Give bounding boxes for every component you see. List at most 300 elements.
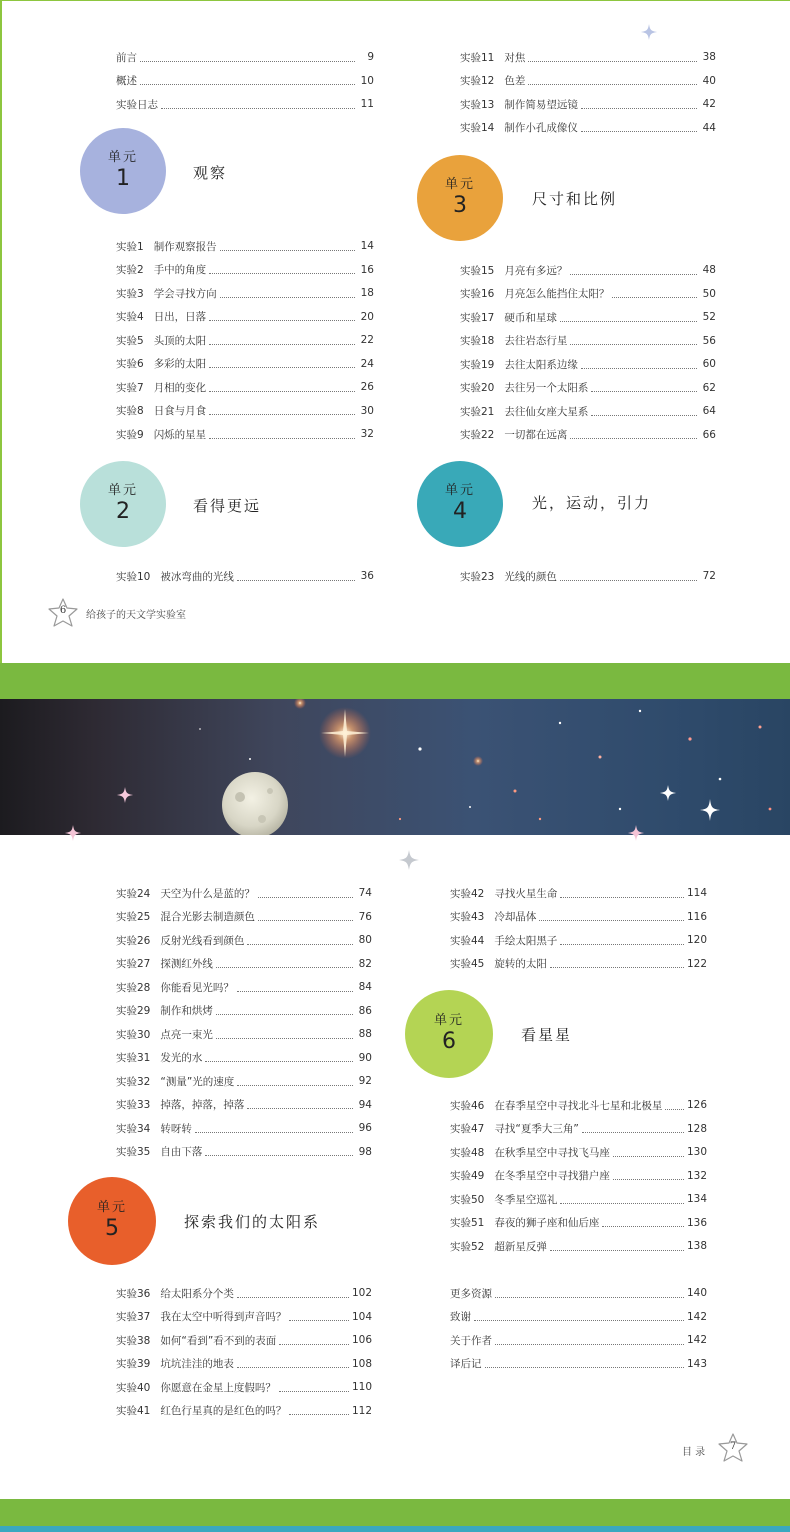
toc-entry[interactable]	[460, 355, 716, 373]
dot-leader	[289, 1414, 349, 1415]
entry-page-number: 138	[686, 1240, 707, 1252]
entry-label: 实验4	[116, 311, 144, 323]
toc-entry[interactable]	[116, 95, 374, 113]
entry-title: 给太阳系分个类	[160, 1287, 234, 1300]
dot-leader	[140, 84, 355, 85]
entry-label: 实验18	[460, 335, 495, 347]
entry-title: 自由下落	[160, 1146, 203, 1158]
entry-page-number: 64	[702, 405, 716, 417]
entry-label: 实验28	[116, 981, 151, 994]
entry-page-number: 42	[702, 98, 716, 110]
dot-leader	[560, 321, 697, 322]
entry-page-number: 74	[358, 887, 372, 899]
dot-leader	[237, 1367, 349, 1368]
dot-leader	[220, 250, 355, 251]
entry-title: 一切都在远离	[504, 429, 568, 441]
entry-label: 实验37	[116, 1311, 151, 1323]
dot-leader	[495, 1297, 684, 1298]
unit-label: 单元	[107, 150, 138, 165]
dot-leader	[247, 944, 353, 945]
entry-label: 实验10	[116, 570, 151, 583]
entry-title: 你愿意在金星上度假吗？	[160, 1381, 276, 1394]
unit-label: 单元	[433, 1013, 464, 1028]
entry-title: 手绘太阳黑子	[494, 934, 558, 947]
entry-label: 实验40	[116, 1381, 151, 1394]
toc-entry[interactable]	[116, 1002, 372, 1020]
sparkle-icon	[641, 24, 657, 40]
entry-title: 去往岩态行星	[504, 335, 568, 347]
entry-title: 月相的变化	[153, 381, 207, 394]
entry-label: 实验3	[116, 287, 144, 300]
entry-page-number: 98	[358, 1145, 372, 1158]
page-number: 7	[729, 1441, 737, 1452]
dot-leader	[602, 1226, 684, 1227]
green-divider	[0, 663, 790, 699]
entry-label: 实验12	[460, 75, 495, 87]
dot-leader	[591, 391, 697, 392]
entry-title: 对焦	[504, 51, 526, 64]
toc-entry[interactable]	[116, 1331, 372, 1349]
dot-leader	[216, 1014, 353, 1015]
entry-page-number: 102	[351, 1287, 372, 1299]
entry-label: 实验45	[450, 958, 485, 970]
sparkle-icon	[65, 825, 81, 841]
toc-entry[interactable]	[116, 378, 374, 396]
toc-entry[interactable]	[450, 1284, 707, 1302]
toc-entry[interactable]	[450, 1355, 707, 1373]
dot-leader	[665, 1109, 684, 1110]
entry-page-number: 82	[358, 957, 372, 970]
dot-leader	[279, 1344, 349, 1345]
entry-page-number: 24	[360, 357, 374, 370]
toc-entry[interactable]	[116, 1096, 372, 1114]
sparkle-icon	[628, 825, 644, 841]
dot-leader	[474, 1320, 684, 1321]
entry-label: 实验34	[116, 1122, 151, 1135]
unit1-title: 观察	[193, 164, 228, 182]
dot-leader	[485, 1367, 684, 1368]
dot-leader	[216, 1038, 353, 1039]
dot-leader	[237, 580, 355, 581]
dot-leader	[582, 1132, 684, 1133]
entry-page-number: 48	[702, 264, 716, 276]
entry-page-number: 66	[702, 428, 716, 441]
entry-title: 概述	[116, 75, 137, 87]
dot-leader	[528, 84, 697, 85]
entry-label: 实验22	[460, 429, 495, 441]
entry-page-number: 10	[360, 74, 374, 87]
entry-label: 实验38	[116, 1334, 151, 1347]
entry-label: 实验2	[116, 264, 144, 276]
entry-label: 实验29	[116, 1005, 151, 1017]
entry-label: 实验48	[450, 1146, 485, 1159]
entry-page-number: 130	[686, 1146, 707, 1158]
entry-title: 制作简易望远镜	[504, 98, 578, 111]
entry-label: 实验21	[460, 405, 495, 418]
entry-label: 实验17	[460, 311, 495, 324]
dot-leader	[495, 1344, 684, 1345]
entry-title: 硬币和星球	[504, 311, 557, 324]
dot-leader	[612, 297, 697, 298]
toc-entry[interactable]	[460, 261, 716, 279]
entry-title: 头顶的太阳	[153, 334, 207, 347]
entry-page-number: 72	[702, 570, 716, 582]
bottom-teal-strip	[0, 1526, 790, 1532]
toc-entry[interactable]	[460, 567, 716, 585]
entry-title: 超新星反弹	[494, 1240, 547, 1253]
entry-label: 实验7	[116, 381, 144, 394]
entry-label: 实验51	[450, 1217, 485, 1229]
toc-entry[interactable]	[116, 567, 374, 585]
entry-page-number: 143	[686, 1357, 707, 1370]
toc-entry[interactable]	[460, 119, 716, 137]
entry-title: 冬季星空巡礼	[494, 1193, 558, 1206]
dot-leader	[209, 414, 355, 415]
dot-leader	[247, 1108, 353, 1109]
unit2-badge	[80, 461, 166, 547]
entry-label: 实验25	[116, 911, 151, 923]
unit1-badge	[80, 128, 166, 214]
entry-page-number: 108	[351, 1357, 372, 1370]
unit6-badge	[405, 990, 493, 1078]
toc-entry[interactable]	[116, 1355, 372, 1373]
entry-page-number: 16	[360, 263, 374, 276]
dot-leader	[209, 438, 355, 439]
entry-title: 制作和烘烤	[160, 1005, 213, 1017]
toc-entry[interactable]	[116, 1402, 372, 1420]
entry-title: 学会寻找方向	[153, 287, 217, 300]
toc-entry[interactable]	[450, 1120, 707, 1138]
dot-leader	[528, 61, 697, 62]
entry-page-number: 94	[358, 1098, 372, 1111]
sparkle-icon	[399, 850, 419, 870]
contents-footer-label: 目 录	[682, 1447, 706, 1458]
entry-title: 实验日志	[116, 98, 158, 111]
toc-entry[interactable]	[450, 1308, 707, 1326]
entry-title: 去往另一个太阳系	[504, 382, 589, 394]
entry-title: 译后记	[450, 1358, 482, 1370]
unit6-title: 看星星	[521, 1026, 573, 1044]
entry-title: 如何“看到”看不到的表面	[160, 1334, 277, 1347]
entry-label: 实验35	[116, 1146, 151, 1158]
entry-label: 实验14	[460, 122, 495, 134]
dot-leader	[279, 1391, 349, 1392]
entry-title: 月亮有多远？	[504, 264, 568, 277]
entry-title: 探测红外线	[160, 958, 213, 970]
dot-leader	[209, 273, 355, 274]
entry-page-number: 134	[686, 1193, 707, 1205]
entry-page-number: 126	[686, 1099, 707, 1111]
entry-label: 实验41	[116, 1405, 151, 1417]
unit-number: 6	[442, 1029, 456, 1054]
entry-title: 月亮怎么能挡住太阳？	[504, 288, 610, 300]
entry-title: 日食与月食	[153, 405, 207, 417]
entry-page-number: 142	[686, 1310, 707, 1323]
unit-label: 单元	[96, 1200, 127, 1215]
toc-entry[interactable]	[116, 331, 374, 349]
dot-leader	[209, 391, 355, 392]
entry-page-number: 104	[351, 1310, 372, 1323]
unit3-badge	[417, 155, 503, 241]
entry-title: 掉落，掉落，掉落	[160, 1099, 245, 1111]
entry-page-number: 56	[702, 334, 716, 347]
entry-page-number: 26	[360, 381, 374, 393]
entry-title: 你能看见光吗？	[160, 981, 234, 994]
entry-title: 寻找“夏季大三角”	[494, 1123, 579, 1135]
entry-page-number: 30	[360, 404, 374, 417]
dot-leader	[237, 991, 353, 992]
entry-label: 实验33	[116, 1099, 151, 1111]
entry-page-number: 116	[686, 910, 707, 923]
entry-page-number: 60	[702, 358, 716, 370]
unit5-title: 探索我们的太阳系	[184, 1213, 321, 1231]
toc-entry[interactable]	[116, 978, 372, 996]
toc-entry[interactable]	[460, 95, 716, 113]
entry-title: 点亮一束光	[160, 1028, 213, 1041]
toc-entry[interactable]	[450, 1143, 707, 1161]
dot-leader	[581, 108, 697, 109]
toc-entry[interactable]	[116, 402, 374, 420]
toc-entry[interactable]	[450, 1096, 707, 1114]
entry-label: 实验32	[116, 1075, 151, 1088]
toc-entry[interactable]	[450, 931, 707, 949]
entry-title: 天空为什么是蓝的？	[160, 887, 255, 900]
entry-title: 我在太空中听得到声音吗？	[160, 1311, 287, 1323]
toc-entry[interactable]	[460, 402, 716, 420]
toc-entry[interactable]	[450, 1331, 707, 1349]
unit-number: 5	[105, 1216, 119, 1241]
unit2-title: 看得更远	[193, 497, 262, 515]
entry-label: 实验52	[450, 1240, 485, 1253]
dot-leader	[195, 1132, 353, 1133]
dot-leader	[205, 1061, 353, 1062]
entry-page-number: 80	[358, 934, 372, 946]
toc-entry[interactable]	[116, 1378, 372, 1396]
entry-title: 在春季星空中寻找北斗七星和北极星	[494, 1099, 663, 1112]
entry-page-number: 32	[360, 428, 374, 440]
toc-entry[interactable]	[450, 908, 707, 926]
toc-entry[interactable]	[116, 425, 374, 443]
dot-leader	[237, 1297, 349, 1298]
toc-entry[interactable]	[460, 285, 716, 303]
dot-leader	[560, 897, 684, 898]
entry-title: 色差	[504, 75, 526, 87]
entry-title: 在秋季星空中寻找飞马座	[494, 1146, 610, 1159]
entry-title: 转呀转	[160, 1122, 192, 1135]
toc-entry[interactable]	[116, 72, 374, 90]
dot-leader	[581, 131, 697, 132]
entry-label: 实验1	[116, 240, 144, 253]
toc-entry[interactable]	[450, 1237, 707, 1255]
entry-title: 反射光线看到颜色	[160, 934, 245, 947]
entry-page-number: 9	[367, 51, 374, 63]
entry-page-number: 140	[686, 1287, 707, 1299]
entry-title: 旋转的太阳	[494, 958, 547, 970]
toc-entry[interactable]	[116, 355, 374, 373]
entry-page-number: 120	[686, 934, 707, 946]
entry-label: 实验23	[460, 570, 495, 583]
dot-leader	[205, 1155, 353, 1156]
entry-label: 实验49	[450, 1170, 485, 1182]
entry-page-number: 18	[360, 287, 374, 299]
dot-leader	[161, 108, 355, 109]
toc-entry[interactable]	[450, 955, 707, 973]
entry-page-number: 114	[686, 887, 707, 899]
entry-title: 光线的颜色	[504, 570, 557, 583]
dot-leader	[613, 1179, 684, 1180]
entry-title: 制作观察报告	[153, 240, 217, 253]
entry-page-number: 38	[702, 51, 716, 63]
dot-leader	[209, 320, 355, 321]
dot-leader	[560, 944, 684, 945]
space-banner	[0, 699, 790, 835]
toc-entry[interactable]	[460, 332, 716, 350]
toc-entry[interactable]	[116, 1025, 372, 1043]
entry-title: 冷却晶体	[494, 911, 537, 923]
entry-title: 致谢	[450, 1311, 471, 1323]
entry-title: 前言	[116, 51, 137, 64]
unit-number: 3	[453, 193, 467, 218]
entry-title: 制作小孔成像仪	[504, 122, 578, 134]
entry-page-number: 92	[358, 1075, 372, 1087]
toc-entry[interactable]	[460, 72, 716, 90]
toc-entry[interactable]	[460, 426, 716, 444]
dot-leader	[220, 297, 355, 298]
dot-leader	[591, 415, 697, 416]
entry-page-number: 106	[351, 1334, 372, 1346]
toc-entry[interactable]	[116, 308, 374, 326]
entry-page-number: 128	[686, 1122, 707, 1135]
dot-leader	[570, 274, 697, 275]
entry-page-number: 62	[702, 381, 716, 394]
entry-page-number: 84	[358, 981, 372, 993]
entry-label: 实验8	[116, 405, 144, 417]
unit3-title: 尺寸和比例	[532, 190, 618, 208]
entry-page-number: 110	[351, 1381, 372, 1393]
entry-label: 实验50	[450, 1193, 485, 1206]
entry-title: 在冬季星空中寻找猎户座	[494, 1170, 610, 1182]
unit-label: 单元	[444, 483, 475, 498]
toc-entry[interactable]	[450, 1190, 707, 1208]
entry-label: 实验19	[460, 358, 495, 371]
toc-entry[interactable]	[116, 284, 374, 302]
entry-page-number: 40	[702, 74, 716, 87]
entry-label: 实验11	[460, 51, 495, 64]
entry-label: 实验42	[450, 887, 485, 900]
entry-title: 闪烁的星星	[153, 428, 207, 441]
page-number: 6	[59, 605, 67, 616]
entry-label: 实验27	[116, 958, 151, 970]
toc-entry[interactable]	[116, 261, 374, 279]
entry-title: 坑坑洼洼的地表	[160, 1358, 234, 1370]
toc-entry[interactable]	[116, 48, 374, 66]
entry-title: 寻找火星生命	[494, 887, 558, 900]
unit4-title: 光，运动，引力	[532, 494, 652, 512]
entry-label: 实验13	[460, 98, 495, 111]
entry-page-number: 36	[360, 570, 374, 582]
toc-entry[interactable]	[116, 931, 372, 949]
entry-page-number: 14	[360, 240, 374, 252]
toc-entry[interactable]	[116, 1143, 372, 1161]
dot-leader	[560, 1203, 684, 1204]
entry-label: 实验9	[116, 428, 144, 441]
entry-title: 日出，日落	[153, 311, 207, 323]
entry-label: 实验36	[116, 1287, 151, 1300]
entry-page-number: 50	[702, 287, 716, 300]
toc-entry[interactable]	[460, 308, 716, 326]
toc-entry[interactable]	[116, 1284, 372, 1302]
dot-leader	[209, 367, 355, 368]
entry-page-number: 136	[686, 1216, 707, 1229]
toc-entry[interactable]	[116, 1049, 372, 1067]
dot-leader	[570, 438, 697, 439]
dot-leader	[209, 344, 355, 345]
dot-leader	[581, 368, 697, 369]
toc-entry[interactable]	[460, 379, 716, 397]
entry-page-number: 132	[686, 1169, 707, 1182]
entry-page-number: 20	[360, 310, 374, 323]
entry-page-number: 22	[360, 334, 374, 346]
dot-leader	[550, 1250, 684, 1251]
entry-label: 实验26	[116, 934, 151, 947]
toc-entry[interactable]	[116, 1308, 372, 1326]
dot-leader	[560, 580, 697, 581]
entry-label: 实验47	[450, 1123, 485, 1135]
dot-leader	[140, 61, 355, 62]
dot-leader	[613, 1156, 684, 1157]
toc-entry[interactable]	[116, 955, 372, 973]
entry-label: 实验16	[460, 288, 495, 300]
book-title-footer: 给孩子的天文学实验室	[86, 610, 186, 621]
toc-entry[interactable]	[116, 237, 374, 255]
entry-label: 实验15	[460, 264, 495, 277]
entry-title: 被冰弯曲的光线	[160, 570, 234, 583]
unit-number: 1	[116, 166, 130, 191]
unit4-badge	[417, 461, 503, 547]
dot-leader	[258, 920, 353, 921]
entry-page-number: 142	[686, 1334, 707, 1346]
entry-page-number: 86	[358, 1004, 372, 1017]
entry-title: 发光的水	[160, 1052, 203, 1064]
entry-title: 多彩的太阳	[153, 358, 207, 370]
entry-title: 更多资源	[450, 1287, 492, 1300]
toc-entry[interactable]	[460, 48, 716, 66]
toc-entry[interactable]	[116, 884, 372, 902]
entry-label: 实验31	[116, 1052, 151, 1064]
entry-title: 关于作者	[450, 1334, 492, 1347]
toc-entry[interactable]	[450, 1167, 707, 1185]
toc-entry[interactable]	[450, 1214, 707, 1232]
toc-entry[interactable]	[116, 908, 372, 926]
entry-page-number: 44	[702, 121, 716, 134]
toc-entry[interactable]	[450, 884, 707, 902]
toc-entry[interactable]	[116, 1072, 372, 1090]
unit-number: 2	[116, 499, 130, 524]
entry-label: 实验44	[450, 934, 485, 947]
entry-page-number: 88	[358, 1028, 372, 1040]
entry-label: 实验30	[116, 1028, 151, 1041]
unit-label: 单元	[444, 177, 475, 192]
toc-entry[interactable]	[116, 1119, 372, 1137]
entry-page-number: 76	[358, 910, 372, 923]
entry-label: 实验39	[116, 1358, 151, 1370]
entry-title: 去往太阳系边缘	[504, 358, 578, 371]
dot-leader	[539, 920, 684, 921]
dot-leader	[550, 967, 684, 968]
entry-page-number: 122	[686, 957, 707, 970]
entry-page-number: 96	[358, 1122, 372, 1134]
entry-title: “测量”光的速度	[160, 1075, 235, 1088]
